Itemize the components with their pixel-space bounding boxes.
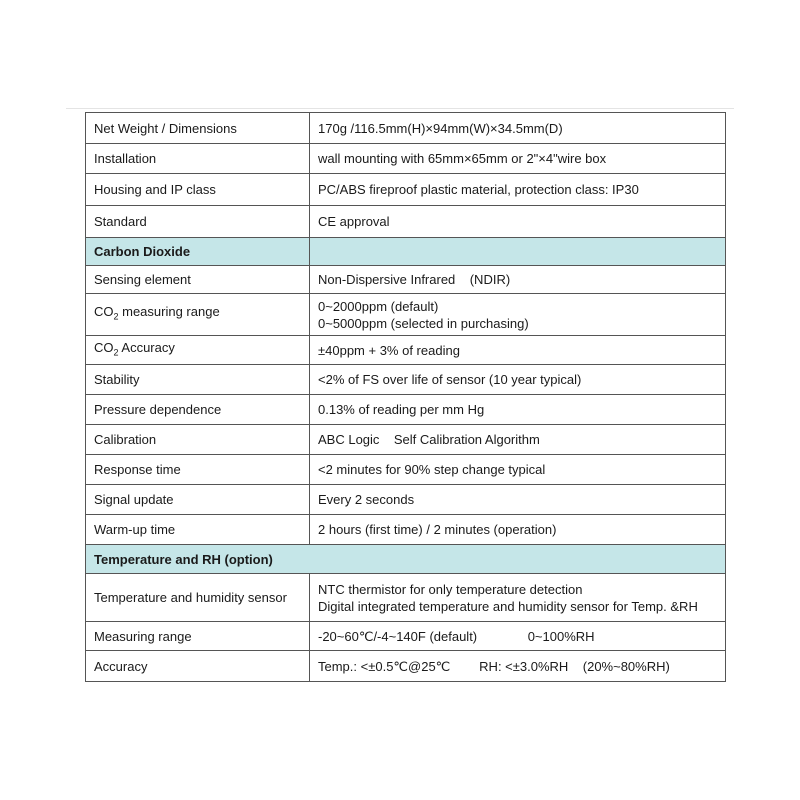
row-value: -20~60℃/-4~140F (default) 0~100%RH: [310, 622, 726, 651]
value-line: NTC thermistor for only temperature detection: [318, 581, 583, 597]
value-line: 0~5000ppm (selected in purchasing): [318, 315, 529, 331]
row-label: Response time: [86, 455, 310, 485]
table-row: [86, 144, 726, 174]
label-subscript: 2: [113, 347, 119, 358]
table-row: [86, 174, 726, 206]
row-value: 2 hours (first time) / 2 minutes (operation): [310, 515, 726, 545]
section-title: Carbon Dioxide: [86, 238, 310, 266]
table-row: [86, 294, 726, 336]
row-label: Installation: [86, 144, 310, 174]
top-divider: [66, 108, 734, 109]
table-row: [86, 395, 726, 425]
row-label: Housing and IP class: [86, 174, 310, 206]
table-row: [86, 651, 726, 682]
table-row: [86, 113, 726, 144]
row-label: Pressure dependence: [86, 395, 310, 425]
label-prefix: CO: [94, 304, 114, 320]
row-value: <2 minutes for 90% step change typical: [310, 455, 726, 485]
row-value: Every 2 seconds: [310, 485, 726, 515]
row-value: <2% of FS over life of sensor (10 year typical): [310, 365, 726, 395]
table-row: [86, 206, 726, 238]
table-row: [86, 455, 726, 485]
row-value: CE approval: [310, 206, 726, 238]
row-value: 170g /116.5mm(H)×94mm(W)×34.5mm(D): [310, 113, 726, 144]
row-label: Measuring range: [86, 622, 310, 651]
table-row: [86, 485, 726, 515]
row-value: [310, 574, 726, 622]
row-label: [86, 336, 310, 365]
label-suffix: measuring range: [118, 304, 220, 320]
row-value: ABC Logic Self Calibration Algorithm: [310, 425, 726, 455]
row-label: [86, 294, 310, 336]
row-label: Calibration: [86, 425, 310, 455]
table-row: [86, 425, 726, 455]
row-label: Temperature and humidity sensor: [86, 574, 310, 622]
table-row: [86, 574, 726, 622]
row-label: Net Weight / Dimensions: [86, 113, 310, 144]
row-label: Accuracy: [86, 651, 310, 682]
value-line: Digital integrated temperature and humidity sensor for Temp. &RH: [318, 598, 698, 614]
section-empty-cell: [310, 238, 726, 266]
row-value: Temp.: <±0.5℃@25℃ RH: <±3.0%RH (20%~80%RH): [310, 651, 726, 682]
row-label: Warm-up time: [86, 515, 310, 545]
row-value: 0.13% of reading per mm Hg: [310, 395, 726, 425]
value-line: 0~2000ppm (default): [318, 298, 439, 314]
table-row: [86, 622, 726, 651]
table-row: [86, 515, 726, 545]
label-prefix: CO: [94, 339, 114, 355]
table-row: [86, 336, 726, 365]
row-label: Standard: [86, 206, 310, 238]
row-value: [310, 294, 726, 336]
spec-table: [85, 112, 726, 682]
section-title: Temperature and RH (option): [86, 545, 726, 574]
table-row: [86, 365, 726, 395]
table-row: [86, 266, 726, 294]
row-value: PC/ABS fireproof plastic material, protection class: IP30: [310, 174, 726, 206]
row-label: Signal update: [86, 485, 310, 515]
section-header-co2: [86, 238, 726, 266]
label-subscript: 2: [113, 311, 119, 322]
row-label: Stability: [86, 365, 310, 395]
row-value: wall mounting with 65mm×65mm or 2"×4"wire box: [310, 144, 726, 174]
row-label: Sensing element: [86, 266, 310, 294]
label-suffix: Accuracy: [118, 339, 175, 355]
section-header-temperature: [86, 545, 726, 574]
row-value: Non-Dispersive Infrared (NDIR): [310, 266, 726, 294]
row-value: ±40ppm + 3% of reading: [310, 336, 726, 365]
